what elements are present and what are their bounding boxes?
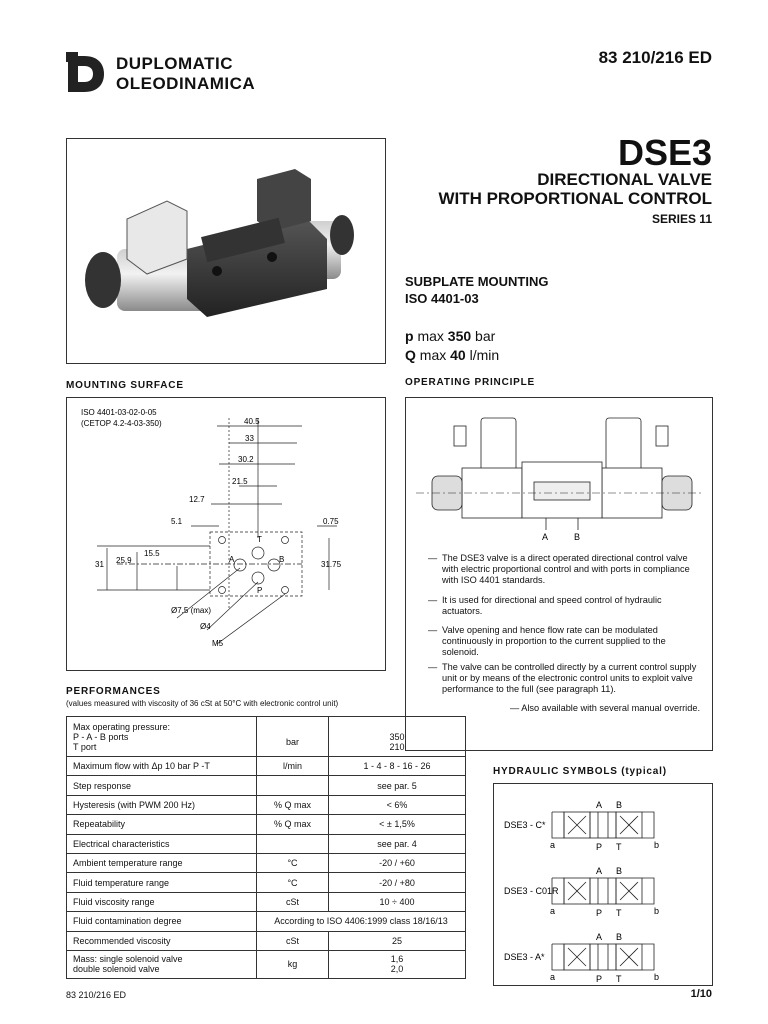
performance-value: -20 / +60 (329, 853, 466, 872)
symbol-solenoid-a: a (550, 840, 556, 850)
symbol-name: DSE3 - A* (504, 952, 545, 962)
op-port-a: A (542, 532, 549, 542)
subtitle-line2: WITH PROPORTIONAL CONTROL (438, 189, 712, 208)
callout-d4: Ø4 (200, 622, 211, 631)
performance-row (67, 834, 466, 853)
product-title: DSE3 (617, 132, 712, 173)
symbol-port-a: A (596, 932, 603, 942)
performance-label: Mass: single solenoid valve double solenoid valve (67, 950, 257, 978)
mounting-type (405, 273, 548, 307)
performance-label: Maximum flow with Δp 10 bar P -T (67, 757, 257, 776)
q-unit: l/min (469, 347, 500, 363)
port-a-label: A (229, 555, 235, 564)
dim-40-5: 40.5 (244, 417, 260, 426)
mounting-surface-svg (67, 398, 385, 670)
performance-value: 350 210 (329, 717, 466, 757)
p-max-label: max (417, 328, 444, 344)
callout-m5: M5 (212, 639, 224, 648)
performance-row (67, 892, 466, 911)
performance-unit: cSt (257, 892, 329, 911)
performance-unit: kg (257, 950, 329, 978)
performance-label: Step response (67, 776, 257, 795)
performance-value: According to ISO 4406:1999 class 18/16/13 (257, 912, 466, 931)
performance-label: Ambient temperature range (67, 853, 257, 872)
spec-summary (405, 327, 499, 365)
performance-unit: cSt (257, 931, 329, 950)
performance-row (67, 950, 466, 978)
principle-extra: — Also available with several manual override. (510, 703, 700, 713)
performance-row (67, 815, 466, 834)
symbol-solenoid-right (642, 944, 654, 970)
op-port-b: B (574, 532, 581, 542)
symbol-port-p: P (596, 842, 603, 852)
mounting-line1: SUBPLATE MOUNTING (405, 274, 549, 289)
symbol-solenoid-b: b (654, 906, 660, 916)
performance-unit: bar (257, 717, 329, 757)
hydraulic-symbols-svg (494, 784, 712, 985)
symbol-box-center (590, 944, 616, 970)
symbol-port-a: A (596, 866, 603, 876)
performance-row (67, 776, 466, 795)
dim-30-2: 30.2 (238, 455, 254, 464)
performance-value: see par. 4 (329, 834, 466, 853)
performance-unit: % Q max (257, 815, 329, 834)
pressure-spec (405, 327, 499, 346)
symbol-name: DSE3 - C* (504, 820, 546, 830)
dim-15-5: 15.5 (144, 549, 160, 558)
std-line1: ISO 4401-03-02-0-05 (81, 408, 157, 417)
subtitle-line1: DIRECTIONAL VALVE (537, 170, 712, 189)
q-max-label: max (419, 347, 447, 363)
symbol-solenoid-a: a (550, 972, 556, 982)
q-symbol: Q (405, 347, 416, 363)
performance-value: 1,6 2,0 (329, 950, 466, 978)
symbol-name: DSE3 - C01R (504, 886, 559, 896)
brand-logo (66, 52, 276, 96)
mounting-line2: ISO 4401-03 (405, 291, 479, 306)
p-value: 350 (447, 328, 472, 344)
symbol-box-center (590, 812, 616, 838)
symbol-port-b: B (616, 866, 623, 876)
port-b-label: B (279, 555, 285, 564)
symbol-solenoid-a: a (550, 906, 556, 916)
performance-row (67, 795, 466, 814)
performance-unit (257, 834, 329, 853)
dim-5-1: 5.1 (171, 517, 183, 526)
mounting-surface-heading: MOUNTING SURFACE (66, 380, 184, 391)
performance-unit (257, 776, 329, 795)
performance-unit: °C (257, 873, 329, 892)
performance-label: Fluid viscosity range (67, 892, 257, 911)
footer-code: 83 210/216 ED (66, 990, 127, 1000)
performance-label: Fluid temperature range (67, 873, 257, 892)
brand-line2: OLEODINAMICA (116, 74, 256, 93)
dim-0-75: 0.75 (323, 517, 339, 526)
valve-section-drawing (406, 398, 712, 548)
operating-principle-box (405, 397, 713, 751)
symbol-port-p: P (596, 908, 603, 918)
performance-label: Max operating pressure: P - A - B ports T port (67, 717, 257, 757)
symbol-solenoid-b: b (654, 840, 660, 850)
dim-33: 33 (245, 434, 254, 443)
performance-unit: °C (257, 853, 329, 872)
principle-item-3: — Valve opening and hence flow rate can be modulated continuously in proportion to the current supplied to the solenoid. (428, 625, 666, 657)
symbol-solenoid-b: b (654, 972, 660, 982)
performance-row (67, 717, 466, 757)
performances-heading: PERFORMANCES (66, 686, 161, 697)
symbol-box-center (590, 878, 616, 904)
symbol-port-b: B (616, 932, 623, 942)
performance-row (67, 873, 466, 892)
dim-31: 31 (95, 560, 104, 569)
mounting-surface-drawing (66, 397, 386, 671)
q-value: 40 (450, 347, 466, 363)
product-subtitle (438, 170, 712, 208)
hydraulic-symbols-heading: HYDRAULIC SYMBOLS (typical) (493, 766, 667, 777)
logo-d-icon (66, 52, 106, 96)
symbol-solenoid-right (642, 878, 654, 904)
symbol-port-b: B (616, 800, 623, 810)
document-code: 83 210/216 ED (598, 48, 712, 67)
performance-row (67, 912, 466, 931)
performance-value: < ± 1,5% (329, 815, 466, 834)
std-line2: (CETOP 4.2-4-03-350) (81, 419, 162, 428)
symbol-solenoid-left (552, 812, 564, 838)
p-symbol: p (405, 328, 414, 344)
principle-item-2: — It is used for directional and speed control of hydraulic actuators. (428, 595, 662, 616)
performance-label: Repeatability (67, 815, 257, 834)
performance-row (67, 757, 466, 776)
symbol-solenoid-left (552, 944, 564, 970)
principle-item-4: — The valve can be controlled directly by a current control supply unit or by means of the electronic control units to exploit valve performance to the full (see paragraph 11). (428, 662, 697, 694)
performances-note: (values measured with viscosity of 36 cSt at 50°C with electronic control unit) (66, 699, 339, 708)
dim-25-9: 25.9 (116, 556, 132, 565)
page-number: 1/10 (690, 988, 712, 1000)
performance-value: 10 ÷ 400 (329, 892, 466, 911)
dim-21-5: 21.5 (232, 477, 248, 486)
performance-value: < 6% (329, 795, 466, 814)
performance-unit: % Q max (257, 795, 329, 814)
p-unit: bar (475, 328, 496, 344)
dim-31-75: 31.75 (321, 560, 342, 569)
performance-unit: l/min (257, 757, 329, 776)
performance-row (67, 931, 466, 950)
valve-photo-illustration (67, 139, 385, 363)
series-label: SERIES 11 (651, 212, 712, 226)
callout-d7-5: Ø7.5 (max) (171, 606, 212, 615)
performance-table (66, 716, 466, 979)
performance-value: 1 - 4 - 8 - 16 - 26 (329, 757, 466, 776)
port-t-label: T (257, 535, 262, 544)
performance-label: Recommended viscosity (67, 931, 257, 950)
flow-spec (405, 346, 499, 365)
performance-row (67, 853, 466, 872)
dim-12-7: 12.7 (189, 495, 205, 504)
brand-line1: DUPLOMATIC (116, 54, 234, 73)
symbol-port-t: T (616, 908, 622, 918)
port-p-label: P (257, 586, 263, 595)
performance-label: Hysteresis (with PWM 200 Hz) (67, 795, 257, 814)
symbol-port-t: T (616, 842, 622, 852)
hydraulic-symbols-box (493, 783, 713, 986)
symbol-port-a: A (596, 800, 603, 810)
performance-value: -20 / +80 (329, 873, 466, 892)
symbol-port-p: P (596, 974, 603, 984)
performance-value: see par. 5 (329, 776, 466, 795)
principle-item-1: — The DSE3 valve is a direct operated directional control valve with electric proportional control and with ports in compliance with ISO 4401 standards. (428, 553, 690, 585)
performance-label: Fluid contamination degree (67, 912, 257, 931)
performance-label: Electrical characteristics (67, 834, 257, 853)
symbol-port-t: T (616, 974, 622, 984)
symbol-solenoid-right (642, 812, 654, 838)
product-image (66, 138, 386, 364)
operating-principle-heading: OPERATING PRINCIPLE (405, 377, 536, 388)
performance-value: 25 (329, 931, 466, 950)
